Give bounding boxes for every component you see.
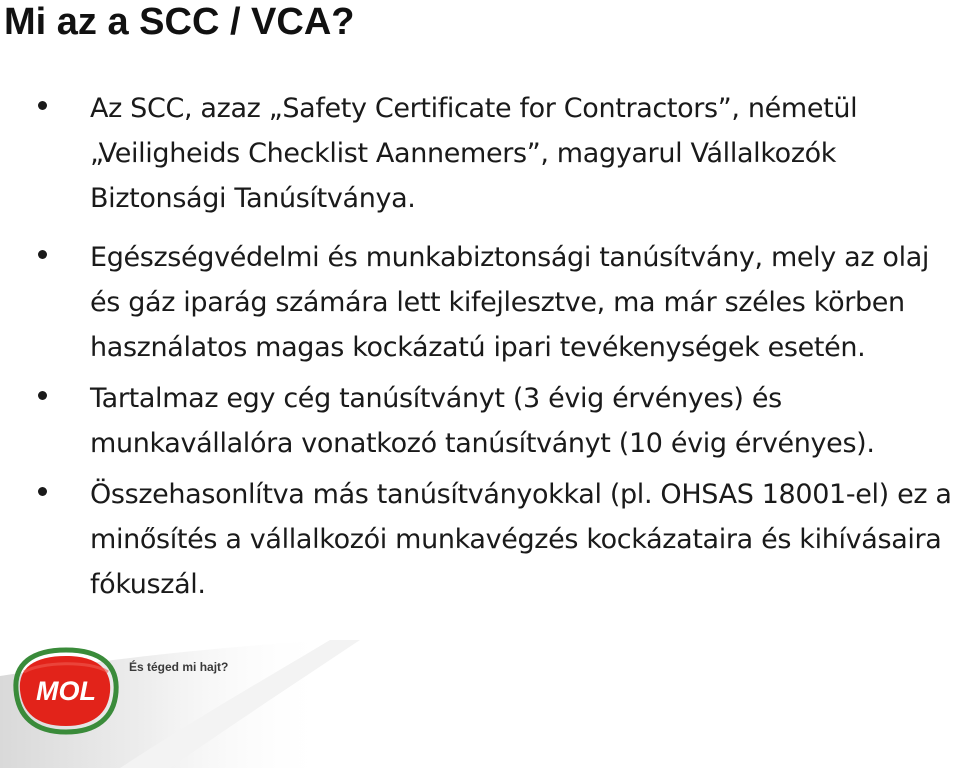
slide-title: Mi az a SCC / VCA? <box>4 1 355 43</box>
bullet-dot-icon <box>38 487 47 496</box>
bullet-list <box>0 86 960 621</box>
bullet-item <box>0 376 960 466</box>
bullet-item <box>0 235 960 370</box>
mol-logo <box>10 642 122 738</box>
bullet-dot-icon <box>38 391 47 400</box>
bullet-text: Összehasonlítva más tanúsítványokkal (pl. OHSAS 18001-el) ez a minősítés a vállalkozói munkavégzés kockázataira és kihívásaira fókuszál. <box>90 479 952 600</box>
footer <box>0 636 960 768</box>
bullet-item <box>0 86 960 221</box>
logo-text: MOL <box>36 676 96 706</box>
bullet-text: Tartalmaz egy cég tanúsítványt (3 évig érvényes) és munkavállalóra vonatkozó tanúsítványt (10 évig érvényes). <box>90 383 875 459</box>
bullet-item <box>0 472 960 607</box>
tagline: És téged mi hajt? <box>129 660 229 674</box>
bullet-dot-icon <box>38 101 47 110</box>
bullet-text: Egészségvédelmi és munkabiztonsági tanúsítvány, mely az olaj és gáz iparág számára lett kifejlesztve, ma már széles körben használatos magas kockázatú ipari tevékenységek esetén. <box>90 242 930 363</box>
bullet-dot-icon <box>38 250 47 259</box>
bullet-text: Az SCC, azaz „Safety Certificate for Contractors”, németül „Veiligheids Checklist Aannemers”, magyarul Vállalkozók Biztonsági Tanúsítványa. <box>90 93 858 214</box>
footer-band <box>0 636 960 768</box>
